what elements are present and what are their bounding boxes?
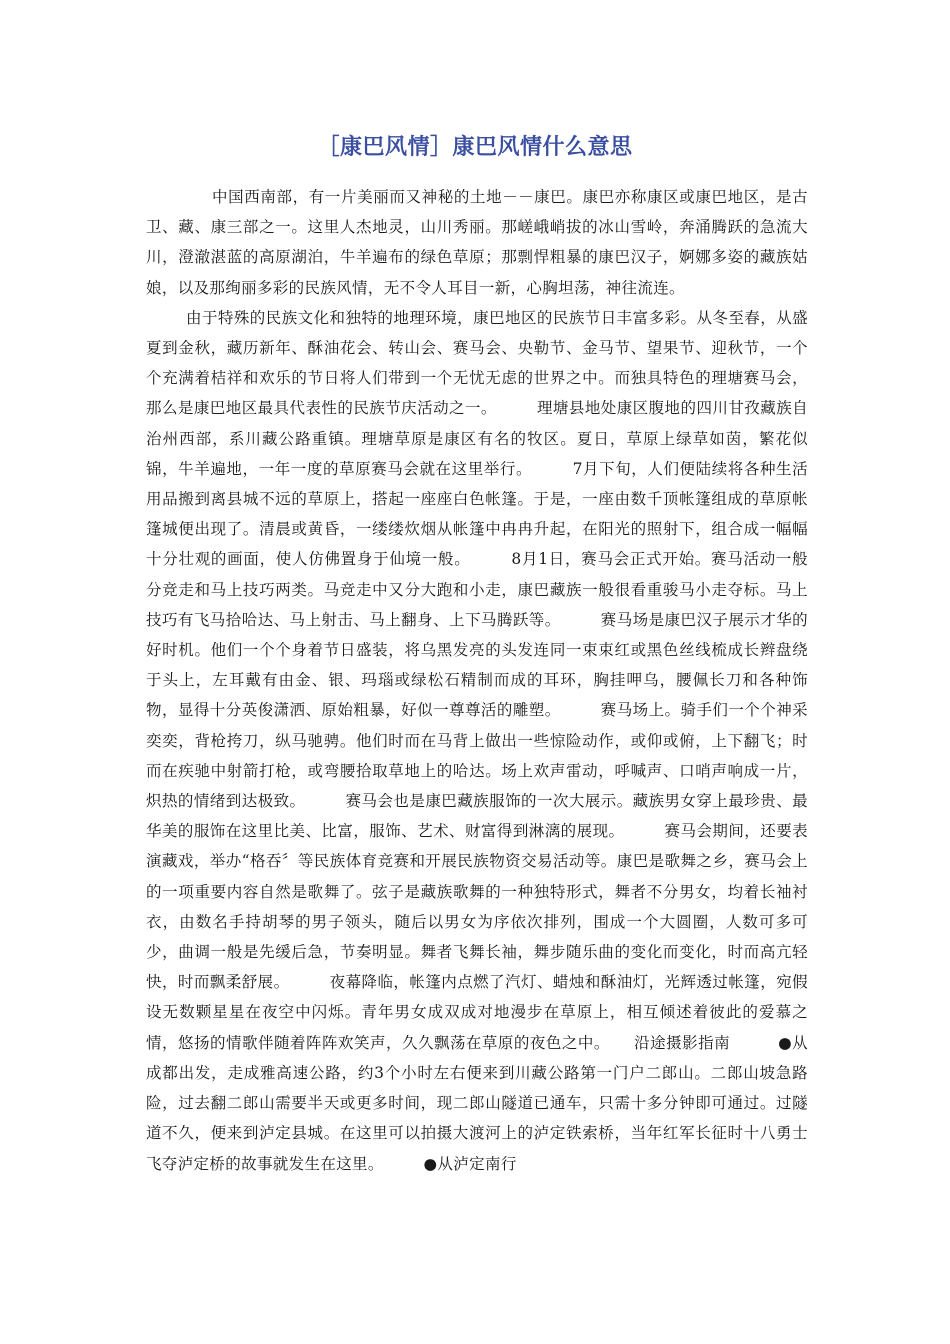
- paragraph-intro: 中国西南部，有一片美丽而又神秘的土地－－康巴。康巴亦称康区或康巴地区，是古卫、藏、康三部之一。这里人杰地灵，山川秀丽。那嵯峨峭拔的冰山雪岭，奔涌腾跃的急流大川，澄澈湛蓝的高原湖泊，牛羊遍布的绿色草原；那剽悍粗暴的康巴汉子，婀娜多姿的藏族姑娘，以及那绚丽多彩的民族风情，无不令人耳目一新，心胸坦荡，神往流连。: [146, 188, 808, 297]
- document-title: ［康巴风情］康巴风情什么意思: [317, 135, 633, 160]
- document-body: [146, 182, 808, 1179]
- paragraph-festivals: 由于特殊的民族文化和独特的地理环境，康巴地区的民族节日丰富多彩。从冬至春，从盛夏到金秋，藏历新年、酥油花会、转山会、赛马会、央勒节、金马节、望果节、迎秋节，一个个充满着桔祥和欢乐的节日将人们带到一个无忧无虑的世界之中。而独具特色的理塘赛马会，那么是康巴地区最具代表性的民族节庆活动之一。 理塘县地处康区腹地的四川甘孜藏族自治州西部，系川藏公路重镇。理塘草原是康区有名的牧区。夏日，草原上绿草如茵，繁花似锦，牛羊遍地，一年一度的草原赛马会就在这里举行。 7月下旬，人们便陆续将各种生活用品搬到离县城不远的草原上，搭起一座座白色帐篷。于是，一座由数千顶帐篷组成的草原帐篷城便出现了。清晨或黄昏，一缕缕炊烟从帐篷中冉冉升起，在阳光的照射下，组合成一幅幅十分壮观的画面，使人仿佛置身于仙境一般。 8月1日，赛马会正式开始。赛马活动一般分竞走和马上技巧两类。马竞走中又分大跑和小走，康巴藏族一般很看重骏马小走夺标。马上技巧有飞马拾哈达、马上射击、马上翻身、上下马腾跃等。 赛马场是康巴汉子展示才华的好时机。他们一个个身着节日盛装，将乌黑发亮的头发连同一束束红或黑色丝线梳成长辫盘绕于头上，左耳戴有由金、银、玛瑙或绿松石精制而成的耳环，胸挂呷乌，腰佩长刀和各种饰物，显得十分英俊潇洒、原始粗暴，好似一尊尊活的雕塑。 赛马场上。骑手们一个个神采奕奕，背枪挎刀，纵马驰骋。他们时而在马背上做出一些惊险动作，或仰或俯，上下翻飞；时而在疾驰中射箭打枪，或弯腰拾取草地上的哈达。场上欢声雷动，呼喊声、口哨声响成一片，炽热的情绪到达极致。 赛马会也是康巴藏族服饰的一次大展示。藏族男女穿上最珍贵、最华美的服饰在这里比美、比富，服饰、艺术、财富得到淋漓的展现。 赛马会期间，还要表演藏戏，举办“格吞〞等民族体育竞赛和开展民族物资交易活动等。康巴是歌舞之乡，赛马会上的一项重要内容自然是歌舞了。弦子是藏族歌舞的一种独特形式，舞者不分男女，均着长袖衬衣，由数名手持胡琴的男子领头，随后以男女为序依次排列，围成一个大圆圈，人数可多可少，曲调一般是先缓后急，节奏明显。舞者飞舞长袖，舞步随乐曲的变化而变化，时而高亢轻快，时而飘柔舒展。 夜幕降临，帐篷内点燃了汽灯、蜡烛和酥油灯，光辉透过帐篷，宛假设无数颗星星在夜空中闪烁。青年男女成双成对地漫步在草原上，相互倾述着彼此的爱慕之情，悠扬的情歌伴随着阵阵欢笑声，久久飘荡在草原的夜色之中。 沿途摄影指南 ●从成都出发，走成雅高速公路，约3个小时左右便来到川藏公路第一门户二郎山。二郎山坡急路险，过去翻二郎山需要半天或更多时间，现二郎山隧道已通车，只需十多分钟即可通过。过隧道不久，便来到泸定县城。在这里可以拍摄大渡河上的泸定铁索桥，当年红军长征时十八勇士飞夺泸定桥的故事就发生在这里。 ●从泸定南行: [146, 308, 808, 1173]
